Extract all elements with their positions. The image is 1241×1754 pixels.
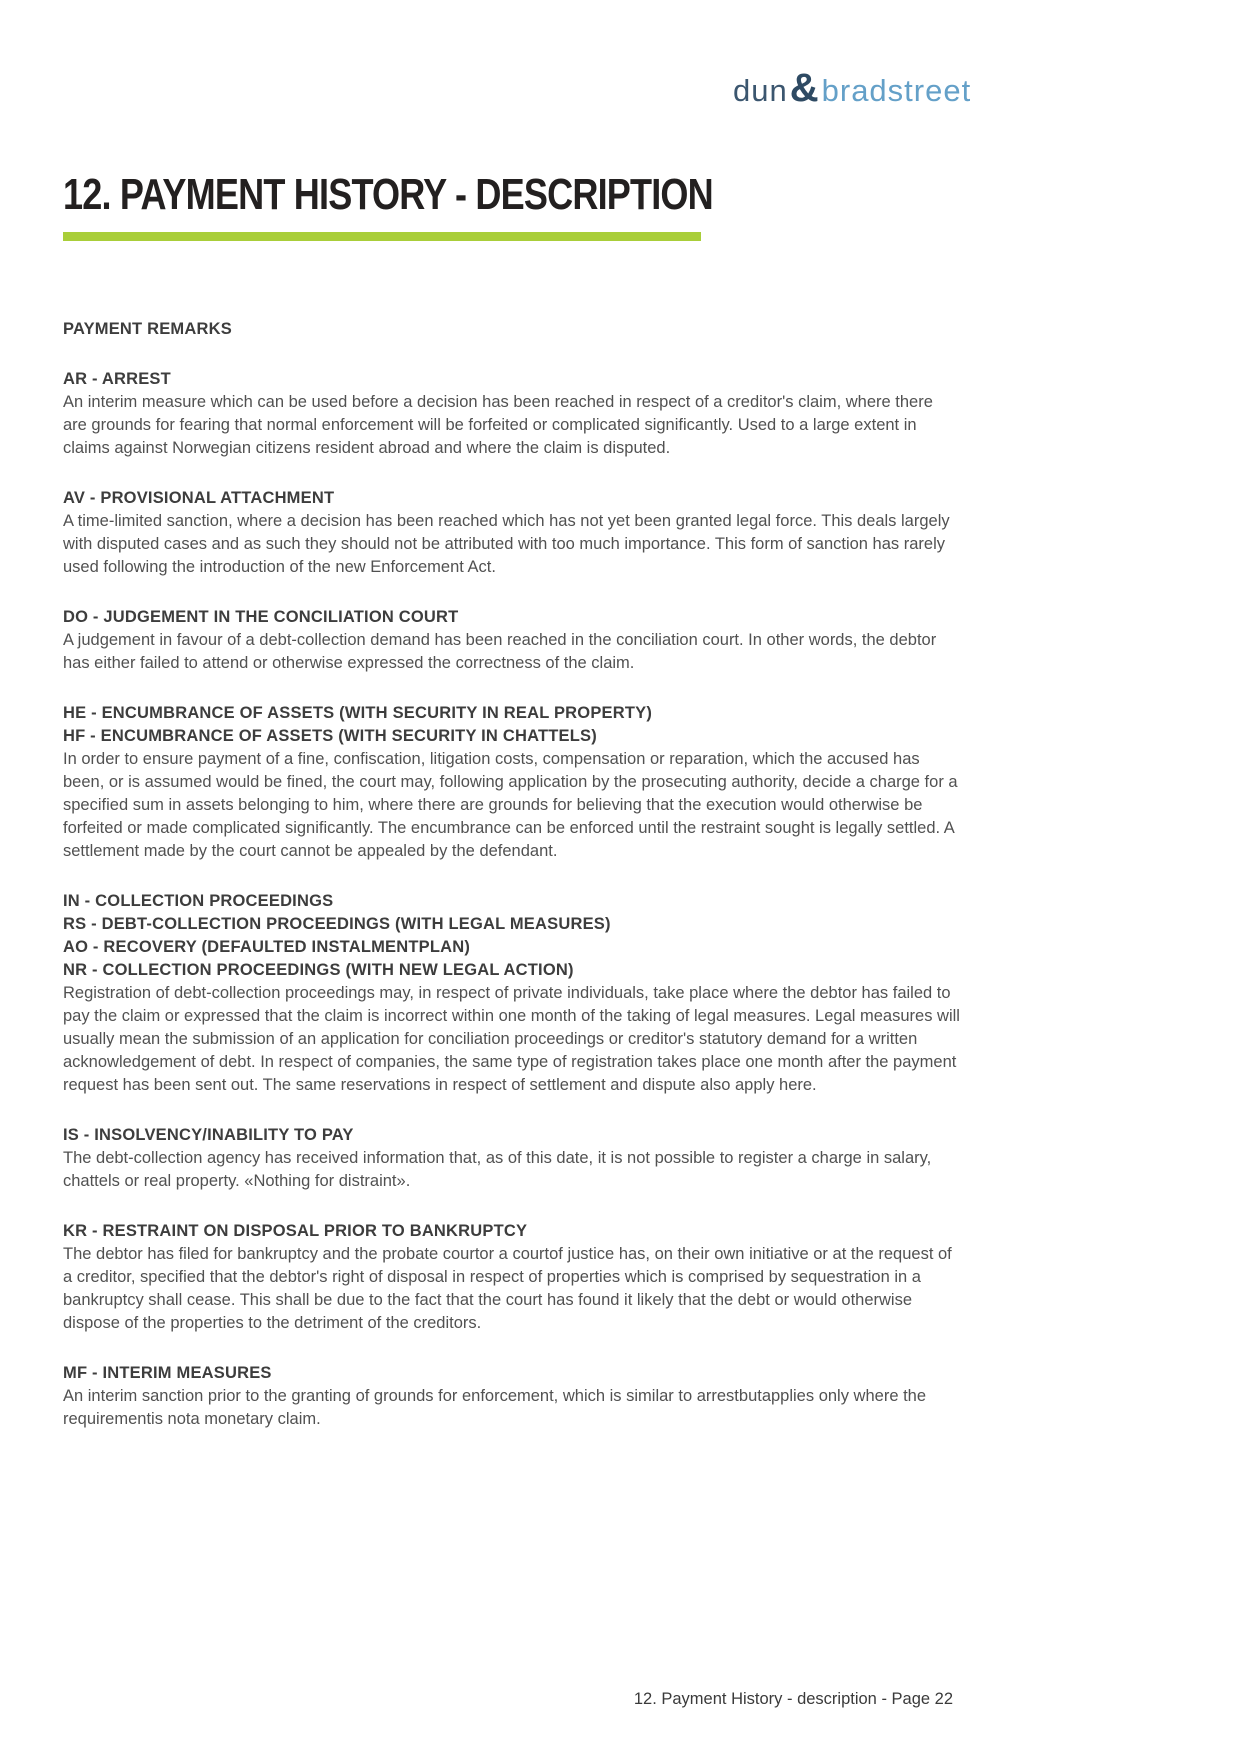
remark-description: Registration of debt-collection proceedings may, in respect of private individuals, take place where the debtor has failed to pay the claim or expressed that the claim is incorrect within one month of the taking of legal measures. Legal measures will usually mean the submission of an application for conciliation proceedings or creditor's statutory demand for a written acknowledgement of debt. In respect of companies, the same type of registration takes place one month after the payment request has been sent out. The same reservations in respect of settlement and dispute also apply here. bbox=[63, 984, 960, 1094]
remark-description: A time-limited sanction, where a decision has been reached which has not yet been granted legal force. This deals largely with disputed cases and as such they should not be attributed with too much importance. This form of sanction has rarely used following the introduction of the new Enforcement Act. bbox=[63, 512, 950, 576]
remark-section bbox=[63, 702, 960, 863]
remark-section bbox=[63, 890, 960, 1097]
title-underline bbox=[63, 232, 701, 241]
remark-section bbox=[63, 606, 960, 675]
logo-ampersand-icon: & bbox=[789, 66, 820, 110]
sections-container bbox=[63, 368, 960, 1431]
remark-description: The debtor has filed for bankruptcy and the probate courtor a courtof justice has, on their own initiative or at the request of a creditor, specified that the debtor's right of disposal in respect of properties which is comprised by sequestration in a bankruptcy shall cease. This shall be due to the fact that the court has found it likely that the debt or would otherwise dispose of the properties to the detriment of the creditors. bbox=[63, 1245, 952, 1332]
remark-code-heading: RS - DEBT-COLLECTION PROCEEDINGS (WITH LEGAL MEASURES) bbox=[63, 915, 611, 933]
remark-section bbox=[63, 368, 960, 460]
remark-code-heading: HF - ENCUMBRANCE OF ASSETS (WITH SECURITY IN CHATTELS) bbox=[63, 727, 597, 745]
document-body bbox=[63, 318, 960, 1431]
remark-section bbox=[63, 1220, 960, 1335]
remark-code-heading: AV - PROVISIONAL ATTACHMENT bbox=[63, 489, 335, 507]
remark-code-heading: DO - JUDGEMENT IN THE CONCILIATION COURT bbox=[63, 608, 459, 626]
remark-code-heading: AO - RECOVERY (DEFAULTED INSTALMENTPLAN) bbox=[63, 938, 471, 956]
remark-section bbox=[63, 487, 960, 579]
remark-code-heading: MF - INTERIM MEASURES bbox=[63, 1364, 272, 1382]
remark-section bbox=[63, 1124, 960, 1193]
remark-code-heading: AR - ARREST bbox=[63, 370, 171, 388]
remark-code-heading: IN - COLLECTION PROCEEDINGS bbox=[63, 892, 334, 910]
remark-description: In order to ensure payment of a fine, confiscation, litigation costs, compensation or reparation, which the accused has been, or is assumed would be fined, the court may, following application by the prosecuting authority, decide a charge for a specified sum in assets belonging to him, where there are grounds for believing that the execution would otherwise be forfeited or made complicated significantly. The encumbrance can be enforced until the restraint sought is legally settled. A settlement made by the court cannot be appealed by the defendant. bbox=[63, 750, 958, 860]
remark-description: The debt-collection agency has received information that, as of this date, it is not possible to register a charge in salary, chattels or real property. «Nothing for distraint». bbox=[63, 1149, 932, 1190]
remark-section bbox=[63, 1362, 960, 1431]
page-footer: 12. Payment History - description - Page 22 bbox=[633, 1690, 953, 1708]
page-title bbox=[63, 170, 856, 220]
logo-text-dun: dun bbox=[733, 73, 788, 108]
payment-remarks-heading: PAYMENT REMARKS bbox=[63, 320, 232, 338]
remark-code-heading: KR - RESTRAINT ON DISPOSAL PRIOR TO BANKRUPTCY bbox=[63, 1222, 528, 1240]
logo-text-bradstreet: bradstreet bbox=[821, 73, 972, 108]
remark-code-heading: NR - COLLECTION PROCEEDINGS (WITH NEW LEGAL ACTION) bbox=[63, 961, 574, 979]
dun-bradstreet-logo bbox=[733, 68, 971, 109]
remark-description: An interim sanction prior to the granting of grounds for enforcement, which is similar to arrestbutapplies only where the requirementis nota monetary claim. bbox=[63, 1387, 927, 1428]
remark-description: An interim measure which can be used before a decision has been reached in respect of a creditor's claim, where there are grounds for fearing that normal enforcement will be forfeited or complicated significantly. Used to a large extent in claims against Norwegian citizens resident abroad and where the claim is disputed. bbox=[63, 393, 933, 457]
remark-code-heading: IS - INSOLVENCY/INABILITY TO PAY bbox=[63, 1126, 354, 1144]
remark-code-heading: HE - ENCUMBRANCE OF ASSETS (WITH SECURITY IN REAL PROPERTY) bbox=[63, 704, 653, 722]
page-title-text: 12. PAYMENT HISTORY - DESCRIPTION bbox=[63, 170, 713, 219]
remark-description: A judgement in favour of a debt-collection demand has been reached in the conciliation court. In other words, the debtor has either failed to attend or otherwise expressed the correctness of the claim. bbox=[63, 631, 937, 672]
